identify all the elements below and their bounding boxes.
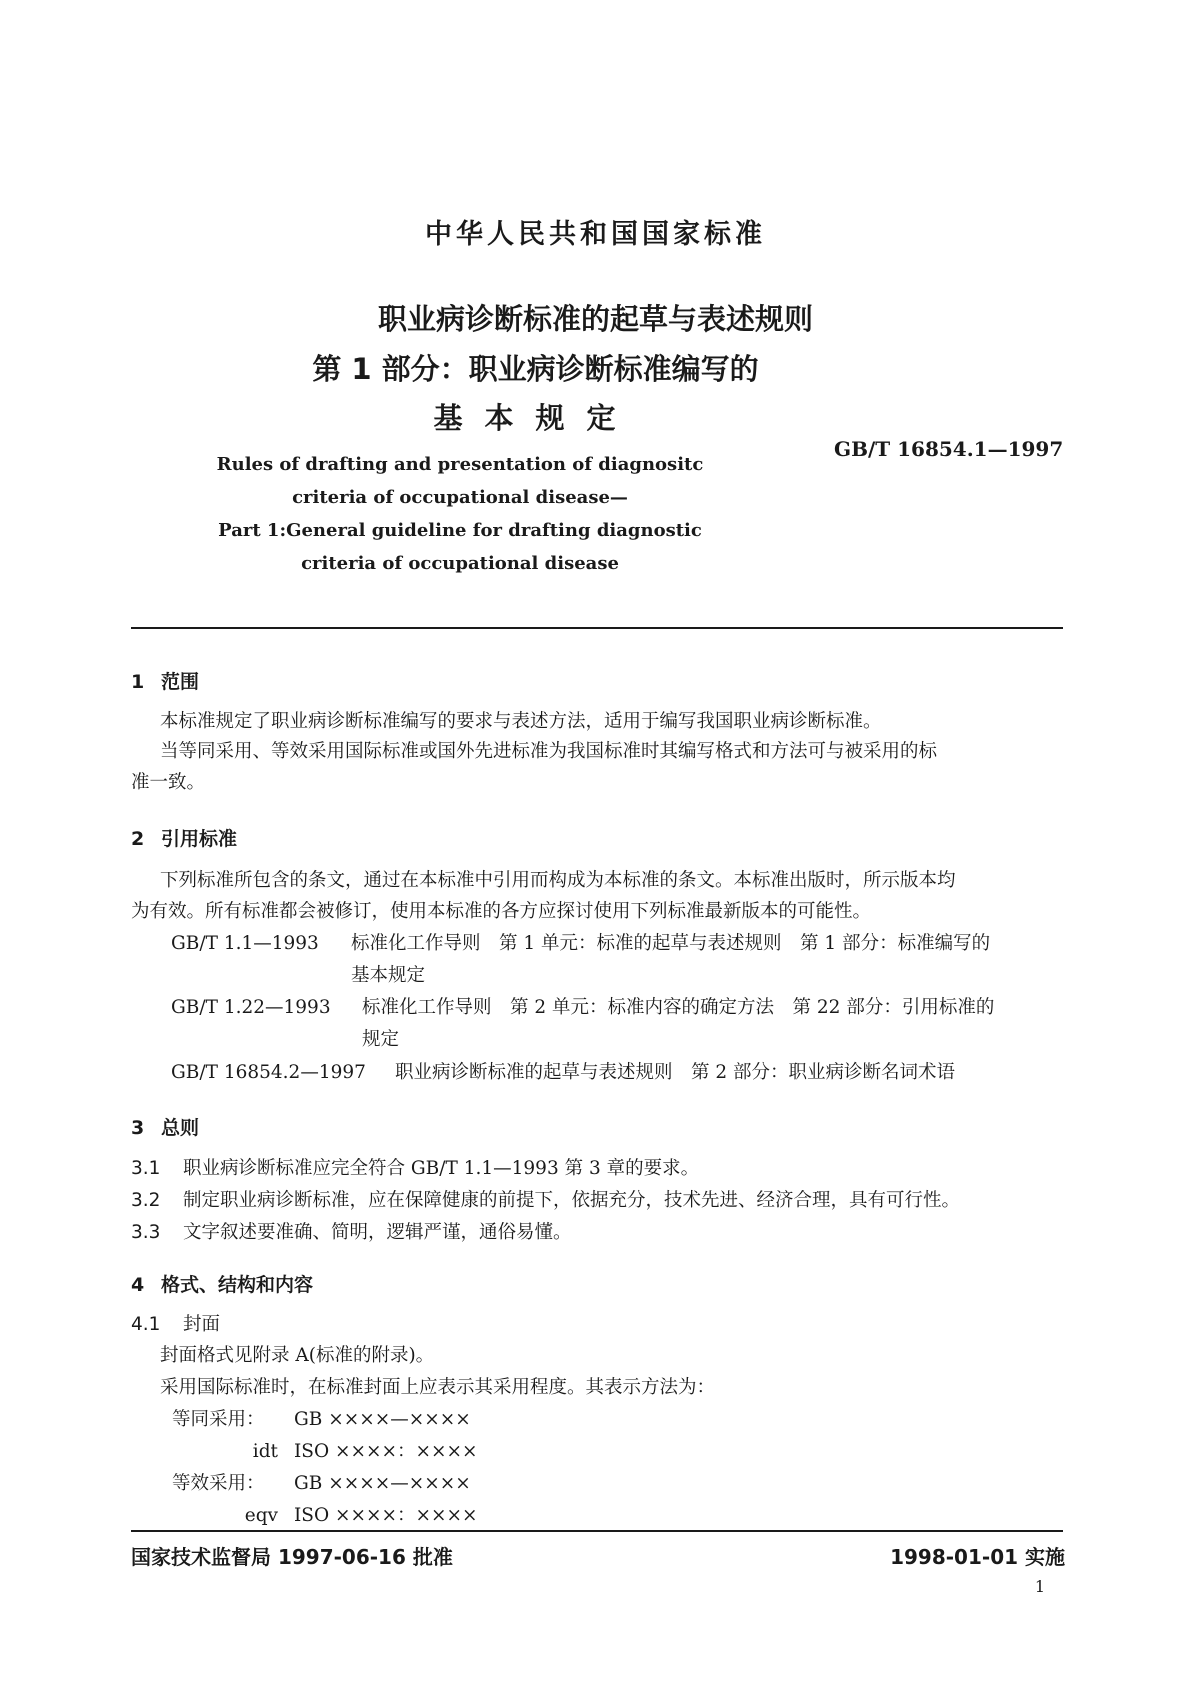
adoption-label-eqv: eqv [244,1505,278,1526]
en-title-line-4: criteria of occupational disease [301,553,619,574]
section-3-heading [131,1113,199,1140]
reference-item-2 [171,993,994,1023]
standard-number: GB/T 16854.1—1997 [834,437,1064,461]
clause-number: 3.3 [131,1222,161,1243]
top-divider [131,627,1063,629]
section-number: 3 [131,1117,145,1139]
section-title: 格式、结构和内容 [161,1274,314,1296]
national-standard-title: 中华人民共和国国家标准 [425,219,766,250]
adoption-value-gb-2: GB ××××—×××× [294,1473,471,1494]
en-title-line-1: Rules of drafting and presentation of diagnositc [216,454,704,475]
adoption-label-idt-cn: 等同采用： [172,1409,265,1430]
reference-text: 职业病诊断标准的起草与表述规则 第 2 部分：职业病诊断名词术语 [395,1062,956,1083]
clause-title: 封面 [183,1314,221,1335]
adoption-label-eqv-cn: 等效采用： [172,1473,265,1494]
cn-title-line-3: 基本规定 [433,401,638,435]
en-title-line-2: criteria of occupational disease— [292,487,628,508]
adoption-value-iso-2: ISO ××××：×××× [294,1505,478,1526]
clause-text: 制定职业病诊断标准，应在保障健康的前提下，依据充分，技术先进、经济合理，具有可行性。 [183,1190,961,1211]
adoption-value-gb-1: GB ××××—×××× [294,1409,471,1430]
section-2-para-1b: 为有效。所有标准都会被修订，使用本标准的各方应探讨使用下列标准最新版本的可能性。 [131,901,872,922]
section-title: 总则 [161,1117,200,1139]
section-4-heading [131,1270,313,1297]
reference-item-2-continued: 规定 [362,1029,400,1050]
clause-3-2 [131,1186,960,1216]
clause-3-1 [131,1154,699,1184]
section-2-heading [131,824,237,851]
clause-number: 4.1 [131,1314,161,1335]
bottom-divider [131,1530,1063,1532]
implementation-date: 1998-01-01 实施 [890,1545,1065,1569]
clause-4-1-para-1: 封面格式见附录 A(标准的附录)。 [160,1345,435,1366]
reference-text: 标准化工作导则 第 1 单元：标准的起草与表述规则 第 1 部分：标准编写的 [351,933,991,954]
section-title: 范围 [161,671,200,693]
section-number: 1 [131,671,145,693]
clause-number: 3.2 [131,1190,161,1211]
section-1-para-1: 本标准规定了职业病诊断标准编写的要求与表述方法，适用于编写我国职业病诊断标准。 [160,711,882,732]
approval-date: 国家技术监督局 1997-06-16 批准 [131,1545,453,1569]
section-1-para-2b: 准一致。 [131,772,206,793]
reference-item-3 [171,1058,955,1088]
reference-code: GB/T 1.1—1993 [171,933,319,954]
clause-3-3 [131,1218,572,1248]
section-number: 4 [131,1274,145,1296]
reference-item-1 [171,929,990,959]
reference-code: GB/T 1.22—1993 [171,997,331,1018]
cn-title-line-1: 职业病诊断标准的起草与表述规则 [377,302,813,336]
clause-text: 文字叙述要准确、简明，逻辑严谨，通俗易懂。 [183,1222,572,1243]
adoption-value-iso-1: ISO ××××：×××× [294,1441,478,1462]
reference-item-1-continued: 基本规定 [351,965,426,986]
clause-4-1 [131,1310,220,1340]
reference-code: GB/T 16854.2—1997 [171,1062,366,1083]
clause-text: 职业病诊断标准应完全符合 GB/T 1.1—1993 第 3 章的要求。 [183,1158,700,1179]
section-2-para-1a: 下列标准所包含的条文，通过在本标准中引用而构成为本标准的条文。本标准出版时，所示版本均 [160,870,956,891]
clause-4-1-para-2: 采用国际标准时，在标准封面上应表示其采用程度。其表示方法为： [160,1377,716,1398]
clause-number: 3.1 [131,1158,161,1179]
section-1-para-2a: 当等同采用、等效采用国际标准或国外先进标准为我国标准时其编写格式和方法可与被采用的标 [160,741,938,762]
section-number: 2 [131,828,145,850]
page-number: 1 [1034,1577,1045,1596]
adoption-label-idt: idt [252,1441,278,1462]
en-title-line-3: Part 1:General guideline for drafting diagnostic [218,520,702,541]
section-title: 引用标准 [161,828,238,850]
section-1-heading [131,667,199,694]
cn-title-line-2: 第 1 部分：职业病诊断标准编写的 [312,352,759,386]
reference-text: 标准化工作导则 第 2 单元：标准内容的确定方法 第 22 部分：引用标准的 [362,997,995,1018]
